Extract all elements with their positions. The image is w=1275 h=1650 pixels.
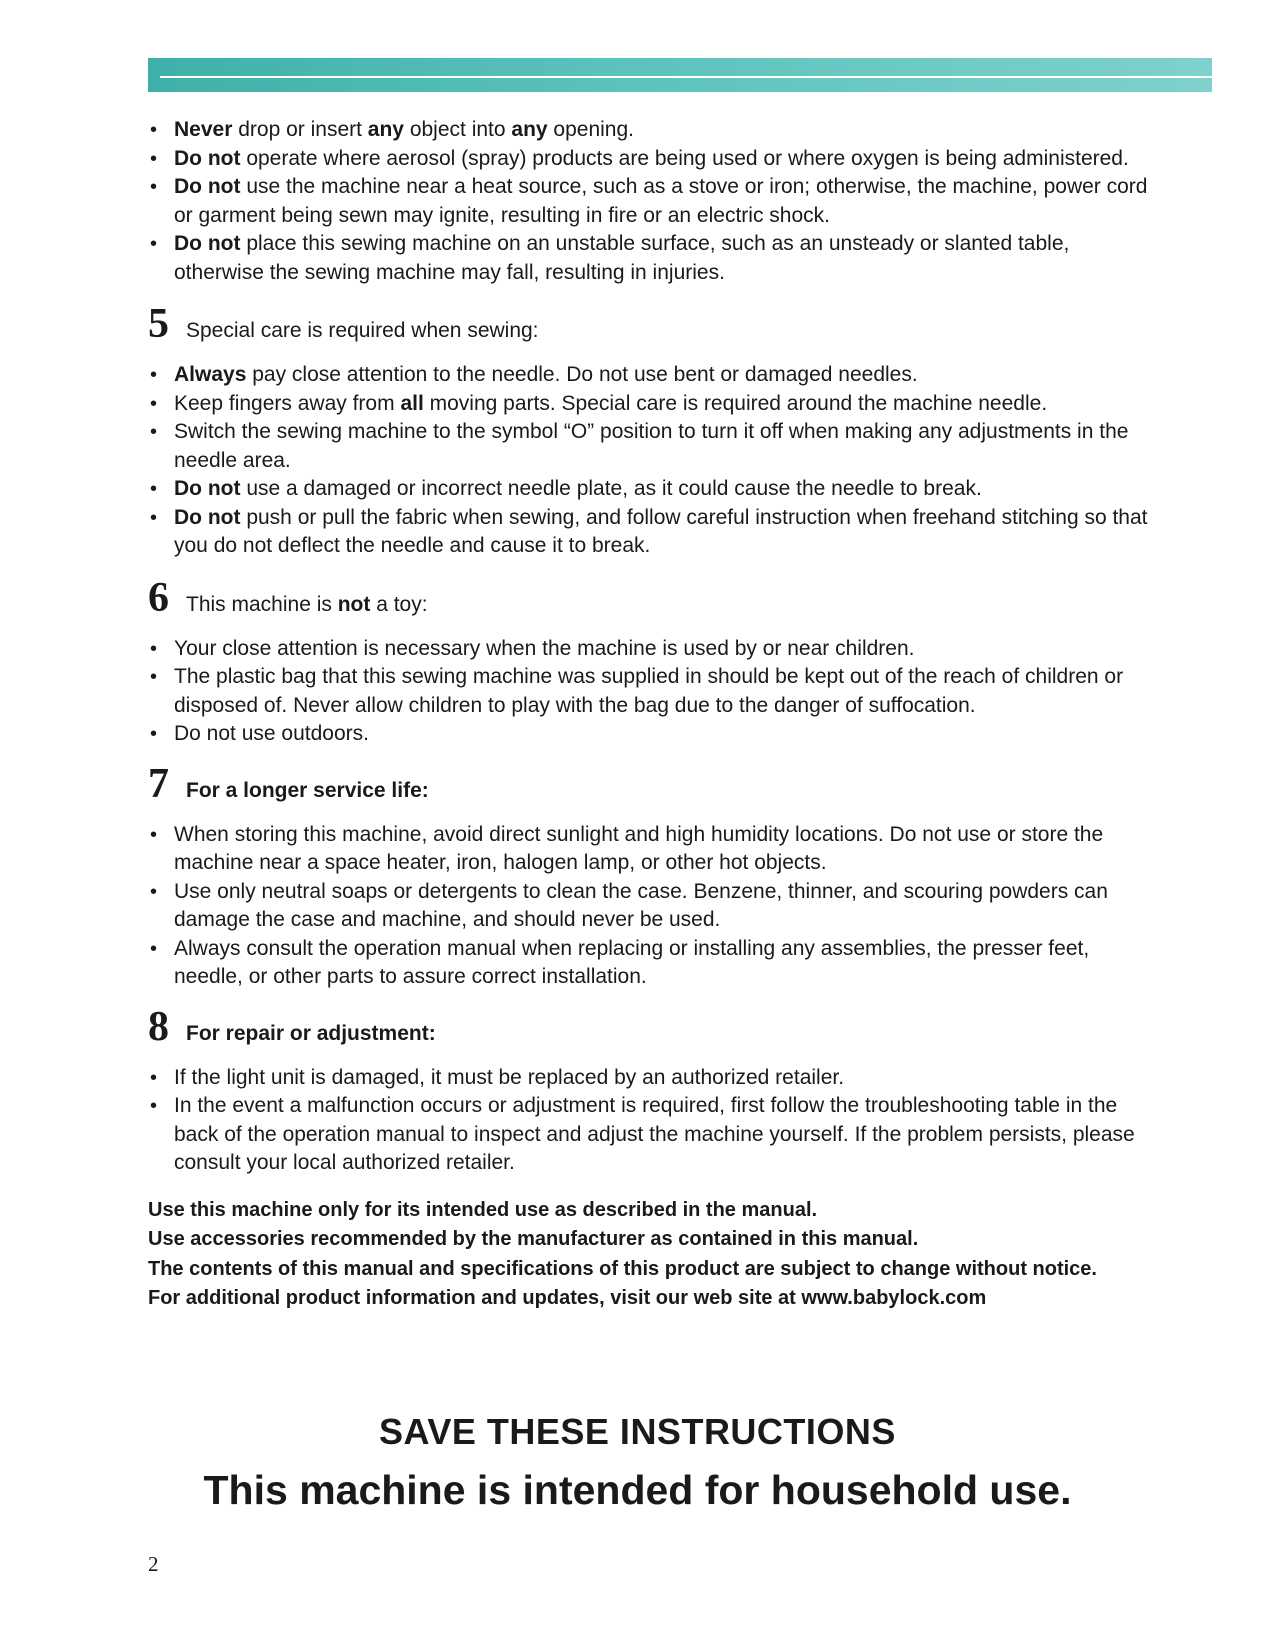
list-item: • Do not operate where aerosol (spray) products are being used or where oxygen is being administered. [148,145,1148,174]
list-item: • Keep fingers away from all moving parts. Special care is required around the machine needle. [148,390,1148,419]
section-title: For repair or adjustment: [186,1021,436,1045]
section-title: This machine is not a toy: [186,592,428,616]
note-line: For additional product information and updates, visit our web site at www.babylock.com [148,1287,987,1309]
section-8-heading [148,1004,1148,1050]
section-7-bullet-list [148,821,1148,992]
closing-notes [148,1196,1148,1314]
list-item: • Use only neutral soaps or detergents to clean the case. Benzene, thinner, and scouring powders can damage the case and machine, and should never be used. [148,878,1148,935]
save-instructions-heading: SAVE THESE INSTRUCTIONS [379,1411,896,1452]
note-line: The contents of this manual and specifications of this product are subject to change without notice. [148,1257,1097,1280]
section-8-bullet-list [148,1064,1148,1178]
section-6-bullet-list [148,635,1148,749]
page-content [148,116,1148,1314]
list-item: • Do not use outdoors. [148,720,1148,749]
note-line: Use this machine only for its intended use as described in the manual. [148,1198,818,1221]
section-6-heading [148,575,1148,621]
header-band [148,58,1212,92]
intro-bullet-list [148,116,1148,287]
section-title: For a longer service life: [186,778,429,802]
note-line: Use accessories recommended by the manufacturer as contained in this manual. [148,1228,919,1250]
section-number: 7 [148,760,169,807]
list-item: • If the light unit is damaged, it must be replaced by an authorized retailer. [148,1064,1148,1093]
list-item: • Your close attention is necessary when the machine is used by or near children. [148,635,1148,664]
list-item: • Do not place this sewing machine on an unstable surface, such as an unsteady or slanted table, otherwise the sewing machine may fall, resulting in injuries. [148,230,1148,287]
list-item: • Do not use a damaged or incorrect needle plate, as it could cause the needle to break. [148,475,1148,504]
list-item: • Do not push or pull the fabric when sewing, and follow careful instruction when freehand stitching so that you do not deflect the needle and cause it to break. [148,504,1148,561]
list-item: • Always consult the operation manual when replacing or installing any assemblies, the presser feet, needle, or other parts to assure correct installation. [148,935,1148,992]
household-use-notice: This machine is intended for household use. [203,1467,1072,1513]
list-item: • When storing this machine, avoid direct sunlight and high humidity locations. Do not use or store the machine near a space heater, iron, halogen lamp, or other hot objects. [148,821,1148,878]
section-number: 5 [148,301,169,347]
list-item: • Switch the sewing machine to the symbol “O” position to turn it off when making any adjustments in the needle area. [148,418,1148,475]
page-number: 2 [148,1552,159,1576]
list-item: • Never drop or insert any object into any opening. [148,116,1148,145]
section-7-heading [148,761,1148,807]
list-item: • In the event a malfunction occurs or adjustment is required, first follow the troubleshooting table in the back of the operation manual to inspect and adjust the machine yourself. If the problem persists, please consult your local authorized retailer. [148,1092,1148,1178]
list-item: • Always pay close attention to the needle. Do not use bent or damaged needles. [148,361,1148,390]
section-5-bullet-list [148,361,1148,561]
header-rule [160,76,1212,78]
section-5-heading [148,301,1148,347]
section-number: 8 [148,1003,169,1050]
section-title: Special care is required when sewing: [186,319,539,342]
list-item: • Do not use the machine near a heat source, such as a stove or iron; otherwise, the machine, power cord or garment being sewn may ignite, resulting in fire or an electric shock. [148,173,1148,230]
list-item: • The plastic bag that this sewing machine was supplied in should be kept out of the reach of children or disposed of. Never allow children to play with the bag due to the danger of suffocation. [148,663,1148,720]
section-number: 6 [148,574,169,621]
